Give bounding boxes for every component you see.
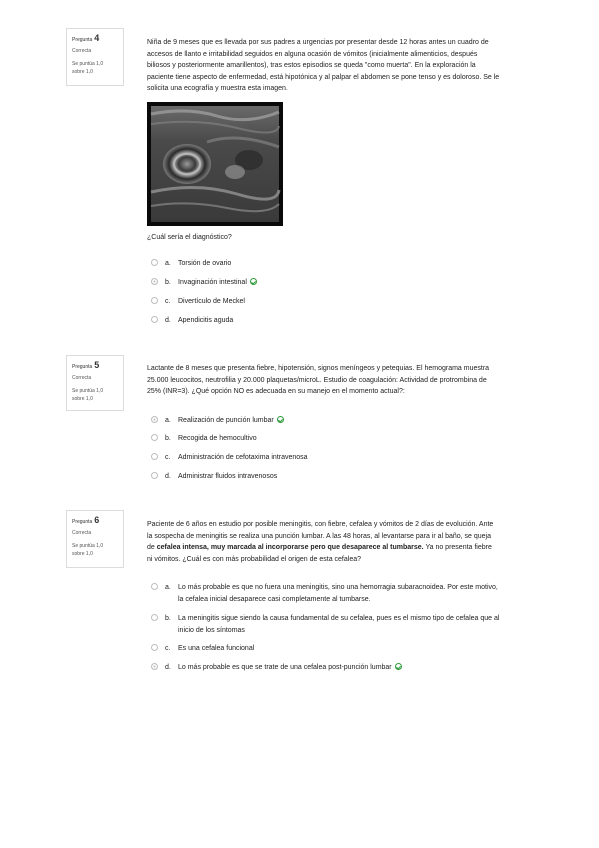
question-info-6 bbox=[66, 510, 124, 568]
option-letter: c. bbox=[165, 645, 171, 652]
question-grade: Se puntúa 1,0 bbox=[72, 61, 104, 67]
option-text: la cefalea inicial desaparece casi completamente al tumbarse. bbox=[178, 595, 371, 603]
question-text-4 bbox=[147, 37, 527, 95]
question-label: Pregunta bbox=[72, 519, 93, 525]
question-info-5 bbox=[66, 355, 124, 411]
question-text-line: Paciente de 6 años en estudio por posible meningitis, con fiebre, cefalea y vómitos de 2 días de evolución. Ante bbox=[147, 521, 494, 528]
option-letter: a. bbox=[165, 260, 171, 267]
option-text: Administrar fluidos intravenosos bbox=[178, 473, 278, 480]
option-letter: b. bbox=[165, 435, 171, 442]
option-text: Lo más probable es que se trate de una cefalea post-punción lumbar bbox=[178, 664, 392, 671]
radio-button-selected[interactable] bbox=[151, 663, 158, 670]
option-letter: c. bbox=[165, 298, 171, 305]
option-text: Es una cefalea funcional bbox=[178, 645, 255, 652]
question-state: Correcta bbox=[72, 530, 92, 536]
question-number: 4 bbox=[94, 33, 100, 43]
question-text-line: Lactante de 8 meses que presenta fiebre, hipotensión, signos meníngeos y petequias. El hemograma muestra bbox=[147, 365, 490, 372]
option-text: Administración de cefotaxima intravenosa bbox=[178, 454, 308, 461]
text-fragment: de bbox=[147, 544, 157, 552]
option-letter: d. bbox=[165, 317, 171, 324]
option-letter: a. bbox=[165, 417, 171, 424]
question-state: Correcta bbox=[72, 48, 92, 54]
question-info-4 bbox=[66, 28, 124, 86]
text-fragment: Ya no presenta fiebre bbox=[423, 544, 492, 552]
option-text: Invaginación intestinal bbox=[178, 279, 247, 286]
question-text-line: biliosos y posteriormente amarillentos), tras estos episodios se queda "como muerta". En la exploración la bbox=[147, 62, 476, 70]
correct-check-icon bbox=[250, 278, 257, 285]
question-number: 6 bbox=[94, 515, 100, 525]
ultrasound-image bbox=[147, 102, 283, 226]
question-text-5 bbox=[147, 363, 527, 398]
option-letter: c. bbox=[165, 454, 171, 461]
question-text-line: accesos de llanto e irritabilidad seguidos en alguna ocasión de vómitos (inicialmente alimenticios, después bbox=[147, 50, 478, 58]
option-letter: b. bbox=[165, 279, 171, 286]
question-label: Pregunta bbox=[72, 364, 93, 370]
emphasized-text: cefalea intensa, muy marcada al incorporarse pero que desaparece al tumbarse. bbox=[156, 544, 424, 552]
option-text: Divertículo de Meckel bbox=[178, 298, 245, 305]
option-letter: b. bbox=[165, 615, 171, 622]
question-text-line: paciente tiene aspecto de enfermedad, está hipotónica y al palpar el abdomen se pone tenso y es doloroso. Se le bbox=[147, 73, 500, 81]
ultrasound-scan-graphic bbox=[147, 102, 283, 226]
radio-button-selected[interactable] bbox=[151, 416, 158, 423]
option-text: Lo más probable es que no fuera una meningitis, sino una hemorragia subaracnoidea. Por este motivo, bbox=[178, 584, 498, 591]
question-text-line: la sospecha de meningitis se realiza una punción lumbar. A las 48 horas, al levantarse para ir al baño, se queja bbox=[147, 532, 491, 540]
option-text: Realización de punción lumbar bbox=[178, 417, 274, 424]
option-letter: d. bbox=[165, 473, 171, 480]
question-grade-max: sobre 1,0 bbox=[72, 69, 93, 75]
radio-button[interactable] bbox=[151, 614, 158, 621]
question-text-6 bbox=[147, 519, 527, 565]
question-text-line: 25.000 leucocitos, neutrofilia y 20.000 plaquetas/microL. Estudio de coagulación: Actividad de protrombina de bbox=[147, 376, 487, 384]
question-text-line bbox=[147, 542, 527, 554]
question-state: Correcta bbox=[72, 375, 92, 381]
question-grade-max: sobre 1,0 bbox=[72, 551, 93, 557]
correct-check-icon bbox=[395, 663, 402, 670]
radio-button[interactable] bbox=[151, 297, 158, 304]
option-letter: a. bbox=[165, 584, 171, 591]
option-letter: d. bbox=[165, 664, 171, 671]
radio-button[interactable] bbox=[151, 453, 158, 460]
radio-button[interactable] bbox=[151, 472, 158, 479]
radio-button-selected[interactable] bbox=[151, 278, 158, 285]
radio-button[interactable] bbox=[151, 434, 158, 441]
question-prompt: ¿Cuál sería el diagnóstico? bbox=[147, 234, 232, 241]
question-number: 5 bbox=[94, 360, 100, 370]
question-text-line: Niña de 9 meses que es llevada por sus padres a urgencias por presentar desde 12 horas antes un cuadro de bbox=[147, 39, 489, 46]
option-text: inicio de los síntomas bbox=[178, 626, 245, 634]
option-text: Torsión de ovario bbox=[178, 260, 232, 267]
radio-button[interactable] bbox=[151, 259, 158, 266]
question-grade-max: sobre 1,0 bbox=[72, 396, 93, 402]
option-text: Apendicitis aguda bbox=[178, 317, 234, 324]
question-label: Pregunta bbox=[72, 37, 93, 43]
question-text-line: solicita una ecografía y muestra esta imagen. bbox=[147, 85, 288, 93]
radio-button[interactable] bbox=[151, 316, 158, 323]
question-grade: Se puntúa 1,0 bbox=[72, 388, 104, 394]
option-text: La meningitis sigue siendo la causa fundamental de su cefalea, pues es el mismo tipo de cefalea que al bbox=[178, 615, 500, 622]
radio-button[interactable] bbox=[151, 644, 158, 651]
question-text-line: 25% (INR=3). ¿Qué opción NO es adecuada en su manejo en el momento actual?: bbox=[147, 388, 405, 396]
radio-button[interactable] bbox=[151, 583, 158, 590]
question-grade: Se puntúa 1,0 bbox=[72, 543, 104, 549]
question-text-line: ni vómitos. ¿Cuál es con más probabilidad el origen de esta cefalea? bbox=[147, 555, 362, 563]
option-text: Recogida de hemocultivo bbox=[178, 435, 257, 442]
correct-check-icon bbox=[277, 416, 284, 423]
